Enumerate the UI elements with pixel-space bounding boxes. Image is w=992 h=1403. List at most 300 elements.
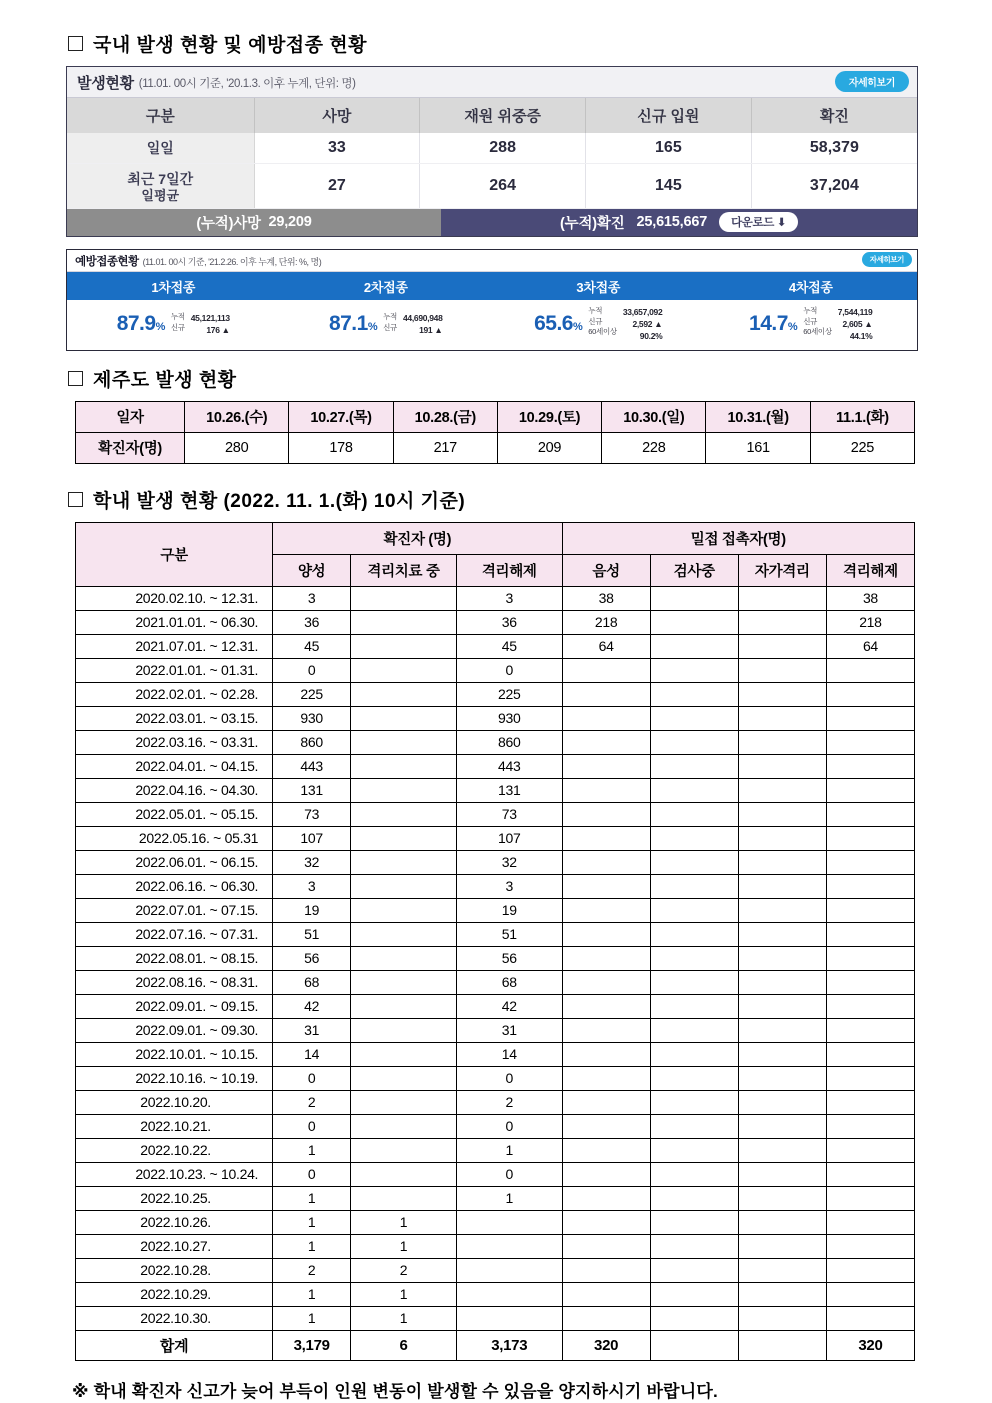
school-row-period: 2022.08.01. ~ 08.15. <box>76 946 273 970</box>
jeju-cases-1: 178 <box>289 432 393 463</box>
vaccination-dose-1-values <box>191 312 230 337</box>
school-cell-negative <box>562 1258 650 1282</box>
cumulative-death-value: 29,209 <box>268 214 312 231</box>
table-row <box>76 634 915 658</box>
school-cell-released-confirmed: 225 <box>456 682 562 706</box>
school-cell-positive: 860 <box>273 730 351 754</box>
school-cell-released-confirmed: 0 <box>456 658 562 682</box>
table-row <box>76 706 915 730</box>
school-cell-self-quarantine <box>738 1090 826 1114</box>
school-cell-negative <box>562 1162 650 1186</box>
school-cell-in-treatment <box>351 778 457 802</box>
school-row-period: 2022.07.16. ~ 07.31. <box>76 922 273 946</box>
school-cell-self-quarantine <box>738 874 826 898</box>
outbreak-table-header-row <box>67 98 917 133</box>
table-row <box>76 1210 915 1234</box>
outbreak-weekly-deaths: 27 <box>254 164 420 209</box>
school-cell-positive: 1 <box>273 1138 351 1162</box>
section-heading-domestic-label: 국내 발생 현황 및 예방접종 현황 <box>93 35 367 56</box>
outbreak-detail-button[interactable]: 자세히보기 <box>835 71 909 92</box>
jeju-row-label-cases: 확진자(명) <box>76 432 185 463</box>
school-cell-released-contact <box>826 1018 914 1042</box>
school-cell-testing <box>650 778 738 802</box>
school-cell-released-contact <box>826 850 914 874</box>
vaccination-dose-2-new-value: 191 ▲ <box>419 325 443 336</box>
school-cell-released-contact <box>826 802 914 826</box>
outbreak-col-new-admissions: 신규 입원 <box>586 98 752 133</box>
vaccination-dose-1-percent <box>117 312 165 336</box>
jeju-date-6: 11.1.(화) <box>810 401 914 432</box>
table-row <box>76 970 915 994</box>
section-heading-jeju <box>68 365 932 392</box>
school-cell-positive: 73 <box>273 802 351 826</box>
school-cell-released-contact <box>826 1138 914 1162</box>
school-cell-testing <box>650 682 738 706</box>
table-row <box>76 658 915 682</box>
school-cell-released-contact <box>826 1282 914 1306</box>
vaccination-dose-1-header: 1차접종 <box>151 279 196 295</box>
table-row <box>67 133 917 164</box>
table-row <box>76 802 915 826</box>
school-cell-released-confirmed: 32 <box>456 850 562 874</box>
school-cases-table <box>75 522 915 1361</box>
jeju-date-3: 10.29.(토) <box>497 401 601 432</box>
vaccination-subtitle: (11.01. 00시 기준, '21.2.26. 이후 누계, 단위: %, 명) <box>142 256 322 267</box>
school-cell-negative <box>562 826 650 850</box>
school-cell-negative <box>562 898 650 922</box>
school-cell-released-confirmed: 0 <box>456 1162 562 1186</box>
school-cell-released-contact: 64 <box>826 634 914 658</box>
outbreak-row-label-weekly-avg-line1: 최근 7일간 <box>127 171 194 187</box>
school-cell-released-contact <box>826 682 914 706</box>
school-cell-released-confirmed: 42 <box>456 994 562 1018</box>
school-cell-self-quarantine <box>738 1114 826 1138</box>
school-cell-negative <box>562 1066 650 1090</box>
school-cell-positive: 107 <box>273 826 351 850</box>
table-row <box>76 922 915 946</box>
school-cell-released-confirmed: 14 <box>456 1042 562 1066</box>
school-cell-testing <box>650 1138 738 1162</box>
vaccination-dose-4-cumulative-value: 7,544,119 <box>837 306 873 317</box>
school-row-period: 2022.06.16. ~ 06.30. <box>76 874 273 898</box>
outbreak-title: 발생현황 <box>77 75 134 92</box>
school-cell-in-treatment: 1 <box>351 1282 457 1306</box>
school-cell-negative <box>562 1282 650 1306</box>
school-cell-released-contact <box>826 730 914 754</box>
vaccination-dose-4-values <box>838 306 873 343</box>
table-row <box>76 1258 915 1282</box>
school-cell-in-treatment <box>351 682 457 706</box>
school-group-confirmed: 확진자 (명) <box>273 522 562 554</box>
school-cell-self-quarantine <box>738 706 826 730</box>
school-cell-in-treatment: 1 <box>351 1234 457 1258</box>
vaccination-dose-2-percent-unit: % <box>367 321 378 334</box>
school-cell-in-treatment <box>351 706 457 730</box>
school-row-period: 2022.02.01. ~ 02.28. <box>76 682 273 706</box>
vaccination-dose-1-new-label: 신규 <box>170 322 185 332</box>
table-row <box>67 164 917 209</box>
school-row-period: 2022.10.01. ~ 10.15. <box>76 1042 273 1066</box>
vaccination-dose-3-new-value: 2,592 ▲ <box>632 318 663 329</box>
outbreak-daily-confirmed: 58,379 <box>751 133 917 164</box>
school-cell-positive: 225 <box>273 682 351 706</box>
vaccination-dose-3-labels <box>588 306 617 343</box>
school-cell-testing <box>650 754 738 778</box>
cumulative-death-panel <box>67 209 441 236</box>
school-cell-testing <box>650 1282 738 1306</box>
school-cell-self-quarantine <box>738 1282 826 1306</box>
table-row <box>76 1306 915 1330</box>
vaccination-title: 예방접종현황 <box>75 255 139 268</box>
school-cell-negative <box>562 1138 650 1162</box>
school-cell-negative <box>562 706 650 730</box>
school-cell-self-quarantine <box>738 754 826 778</box>
school-cell-negative <box>562 802 650 826</box>
school-header-row-top <box>76 522 915 554</box>
table-row <box>76 778 915 802</box>
section-heading-jeju-label: 제주도 발생 현황 <box>93 369 237 391</box>
school-cell-released-contact <box>826 826 914 850</box>
school-row-period: 2022.09.01. ~ 09.30. <box>76 1018 273 1042</box>
school-cell-self-quarantine <box>738 1210 826 1234</box>
vaccination-status-card <box>66 249 918 351</box>
school-cell-self-quarantine <box>738 922 826 946</box>
school-cell-released-contact <box>826 1306 914 1330</box>
school-cell-negative: 38 <box>562 586 650 610</box>
school-cell-self-quarantine <box>738 1018 826 1042</box>
school-cell-in-treatment <box>351 1066 457 1090</box>
school-cell-positive: 51 <box>273 922 351 946</box>
school-cell-released-contact <box>826 754 914 778</box>
school-cell-testing <box>650 1258 738 1282</box>
school-cell-positive: 56 <box>273 946 351 970</box>
school-table-body <box>76 586 915 1330</box>
school-cell-testing <box>650 970 738 994</box>
school-cell-positive: 14 <box>273 1042 351 1066</box>
table-row <box>76 946 915 970</box>
school-cell-in-treatment <box>351 1162 457 1186</box>
school-cell-self-quarantine <box>738 802 826 826</box>
jeju-date-1: 10.27.(목) <box>289 401 393 432</box>
school-cell-self-quarantine <box>738 898 826 922</box>
table-row <box>76 1090 915 1114</box>
school-cell-self-quarantine <box>738 994 826 1018</box>
vaccination-dose-2-percent-value: 87.1 <box>328 312 368 336</box>
jeju-cases-2: 217 <box>393 432 497 463</box>
vaccination-dose-4-cumulative-label: 누적 <box>803 305 818 315</box>
table-row <box>76 610 915 634</box>
school-cell-in-treatment <box>351 730 457 754</box>
vaccination-dose-2-new-label: 신규 <box>383 322 397 332</box>
school-cell-negative <box>562 1210 650 1234</box>
school-cell-self-quarantine <box>738 634 826 658</box>
cumulative-confirmed-panel <box>441 209 917 236</box>
table-row <box>76 1234 915 1258</box>
school-row-period: 2022.05.16. ~ 05.31 <box>76 826 273 850</box>
outbreak-row-label-weekly-avg-line2: 일평균 <box>141 188 180 203</box>
school-total-label: 합계 <box>76 1330 273 1360</box>
outbreak-table <box>67 98 917 209</box>
table-row <box>76 682 915 706</box>
school-row-period: 2022.10.21. <box>76 1114 273 1138</box>
school-cell-self-quarantine <box>738 658 826 682</box>
school-row-period: 2021.07.01. ~ 12.31. <box>76 634 273 658</box>
school-cell-self-quarantine <box>738 946 826 970</box>
school-cell-in-treatment <box>351 994 457 1018</box>
school-cell-negative <box>562 994 650 1018</box>
school-cell-in-treatment <box>351 898 457 922</box>
school-cell-positive: 930 <box>273 706 351 730</box>
school-row-period: 2022.07.01. ~ 07.15. <box>76 898 273 922</box>
school-cell-released-contact <box>826 1186 914 1210</box>
download-button[interactable]: 다운로드 ⬇ <box>719 212 798 232</box>
school-cell-released-contact <box>826 1114 914 1138</box>
school-cell-positive: 1 <box>273 1306 351 1330</box>
jeju-date-5: 10.31.(월) <box>706 401 810 432</box>
school-cell-self-quarantine <box>738 1306 826 1330</box>
school-cell-positive: 3 <box>273 586 351 610</box>
school-col-category: 구분 <box>76 522 273 586</box>
vaccination-detail-button[interactable]: 자세히보기 <box>862 252 912 267</box>
school-cell-negative <box>562 922 650 946</box>
jeju-daily-table <box>75 401 915 464</box>
school-cell-released-confirmed: 107 <box>456 826 562 850</box>
school-row-period: 2022.10.22. <box>76 1138 273 1162</box>
school-cell-released-contact <box>826 874 914 898</box>
vaccination-dose-1-percent-value: 87.9 <box>116 312 156 336</box>
school-cell-self-quarantine <box>738 682 826 706</box>
school-cell-negative <box>562 850 650 874</box>
school-cell-testing <box>650 658 738 682</box>
table-row <box>76 1282 915 1306</box>
school-cell-self-quarantine <box>738 1042 826 1066</box>
table-row <box>76 850 915 874</box>
school-row-period: 2021.01.01. ~ 06.30. <box>76 610 273 634</box>
school-total-row <box>76 1330 915 1360</box>
school-cell-positive: 36 <box>273 610 351 634</box>
vaccination-card-header <box>67 250 917 272</box>
school-row-period: 2022.10.20. <box>76 1090 273 1114</box>
outbreak-card-footer <box>67 209 917 236</box>
school-cell-self-quarantine <box>738 610 826 634</box>
vaccination-dose-3-percent <box>534 312 582 336</box>
school-group-contacts: 밀접 접촉자(명) <box>562 522 914 554</box>
school-cell-positive: 0 <box>273 1066 351 1090</box>
school-cell-positive: 2 <box>273 1258 351 1282</box>
school-row-period: 2022.03.16. ~ 03.31. <box>76 730 273 754</box>
school-cell-in-treatment: 1 <box>351 1210 457 1234</box>
school-cell-positive: 2 <box>273 1090 351 1114</box>
school-cell-in-treatment <box>351 1114 457 1138</box>
school-cell-positive: 32 <box>273 850 351 874</box>
school-cell-released-confirmed <box>456 1258 562 1282</box>
vaccination-dose-3-percent-value: 65.6 <box>534 312 573 336</box>
vaccination-dose-2-cumulative-value: 44,690,948 <box>403 312 443 323</box>
vaccination-dose-3-new-label: 신규 <box>588 316 603 326</box>
school-cell-negative <box>562 946 650 970</box>
school-cell-testing <box>650 706 738 730</box>
school-cell-released-contact <box>826 1162 914 1186</box>
table-row <box>76 994 915 1018</box>
school-cell-released-confirmed: 45 <box>456 634 562 658</box>
vaccination-dose-2-labels <box>383 312 397 337</box>
vaccination-dose-3-cumulative-label: 누적 <box>588 305 603 315</box>
school-total-released-contact: 320 <box>826 1330 914 1360</box>
school-cell-in-treatment: 1 <box>351 1306 457 1330</box>
school-cell-released-contact <box>826 1042 914 1066</box>
school-cell-released-confirmed <box>456 1282 562 1306</box>
outbreak-card-header <box>67 67 917 98</box>
school-cell-in-treatment: 2 <box>351 1258 457 1282</box>
vaccination-dose-1-percent-unit: % <box>155 321 165 334</box>
vaccination-header-row <box>67 272 917 300</box>
vaccination-dose-1-labels <box>171 312 185 337</box>
school-cell-released-confirmed: 1 <box>456 1186 562 1210</box>
jeju-cases-3: 209 <box>497 432 601 463</box>
school-cell-released-contact <box>826 970 914 994</box>
vaccination-dose-3-values <box>623 306 663 343</box>
school-cell-negative <box>562 1234 650 1258</box>
checkbox-bullet-icon <box>68 371 83 386</box>
school-cell-in-treatment <box>351 1042 457 1066</box>
school-row-period: 2022.08.16. ~ 08.31. <box>76 970 273 994</box>
school-cell-testing <box>650 946 738 970</box>
school-cell-released-contact <box>826 1234 914 1258</box>
school-cell-testing <box>650 802 738 826</box>
school-cell-negative: 218 <box>562 610 650 634</box>
school-cell-released-contact <box>826 1090 914 1114</box>
outbreak-weekly-confirmed: 37,204 <box>751 164 917 209</box>
outbreak-col-deaths: 사망 <box>254 98 420 133</box>
school-cell-testing <box>650 634 738 658</box>
school-cell-released-confirmed: 68 <box>456 970 562 994</box>
section-heading-domestic <box>68 30 932 57</box>
jeju-cases-4: 228 <box>602 432 706 463</box>
school-cell-in-treatment <box>351 802 457 826</box>
vaccination-dose-3-cell <box>492 300 705 350</box>
school-cell-released-contact <box>826 946 914 970</box>
school-total-positive: 3,179 <box>273 1330 351 1360</box>
table-row <box>76 730 915 754</box>
school-cell-self-quarantine <box>738 586 826 610</box>
school-cell-released-confirmed: 860 <box>456 730 562 754</box>
school-col-negative: 음성 <box>562 554 650 586</box>
school-col-released-confirmed: 격리해제 <box>456 554 562 586</box>
school-cell-testing <box>650 586 738 610</box>
school-cell-testing <box>650 850 738 874</box>
school-cell-released-contact: 218 <box>826 610 914 634</box>
school-cell-released-contact <box>826 778 914 802</box>
school-cell-negative <box>562 730 650 754</box>
school-col-testing: 검사중 <box>650 554 738 586</box>
school-cell-in-treatment <box>351 586 457 610</box>
vaccination-dose-3-percent-unit: % <box>572 321 583 334</box>
school-cell-released-contact <box>826 1066 914 1090</box>
school-cell-negative <box>562 970 650 994</box>
school-row-period: 2022.10.16. ~ 10.19. <box>76 1066 273 1090</box>
jeju-cases-0: 280 <box>185 432 289 463</box>
school-cell-positive: 1 <box>273 1282 351 1306</box>
outbreak-status-card <box>66 66 918 237</box>
school-cell-in-treatment <box>351 1090 457 1114</box>
table-row <box>76 874 915 898</box>
school-cell-testing <box>650 994 738 1018</box>
school-cell-negative <box>562 1042 650 1066</box>
school-cell-released-confirmed: 0 <box>456 1114 562 1138</box>
school-row-period: 2022.10.25. <box>76 1186 273 1210</box>
jeju-date-4: 10.30.(일) <box>602 401 706 432</box>
school-row-period: 2020.02.10. ~ 12.31. <box>76 586 273 610</box>
school-cell-in-treatment <box>351 922 457 946</box>
school-cell-testing <box>650 1186 738 1210</box>
vaccination-dose-4-header: 4차접종 <box>788 279 833 295</box>
school-cell-released-confirmed: 56 <box>456 946 562 970</box>
vaccination-dose-4-percent-unit: % <box>787 321 798 334</box>
school-cell-self-quarantine <box>738 778 826 802</box>
school-row-period: 2022.10.29. <box>76 1282 273 1306</box>
vaccination-dose-1-cumulative-label: 누적 <box>170 311 185 321</box>
school-cell-positive: 1 <box>273 1234 351 1258</box>
vaccination-dose-3-detail <box>588 306 662 343</box>
school-cell-in-treatment <box>351 1018 457 1042</box>
school-cell-testing <box>650 1066 738 1090</box>
school-cell-in-treatment <box>351 850 457 874</box>
vaccination-dose-3-header: 3차접종 <box>576 279 621 295</box>
vaccination-data-row <box>67 300 917 350</box>
jeju-cases-6: 225 <box>810 432 914 463</box>
school-cell-self-quarantine <box>738 730 826 754</box>
school-cell-released-confirmed: 0 <box>456 1066 562 1090</box>
school-cell-self-quarantine <box>738 1138 826 1162</box>
school-cell-released-confirmed: 3 <box>456 874 562 898</box>
school-row-period: 2022.05.01. ~ 05.15. <box>76 802 273 826</box>
school-cell-testing <box>650 1306 738 1330</box>
checkbox-bullet-icon <box>68 36 83 51</box>
school-table-footer <box>76 1330 915 1360</box>
school-cell-self-quarantine <box>738 970 826 994</box>
school-row-period: 2022.06.01. ~ 06.15. <box>76 850 273 874</box>
section-heading-school <box>68 486 932 513</box>
school-row-period: 2022.01.01. ~ 01.31. <box>76 658 273 682</box>
school-cell-released-contact <box>826 706 914 730</box>
school-cell-negative <box>562 778 650 802</box>
school-cell-testing <box>650 1162 738 1186</box>
school-cell-positive: 0 <box>273 1114 351 1138</box>
school-cell-in-treatment <box>351 754 457 778</box>
school-cell-testing <box>650 826 738 850</box>
vaccination-dose-1-cumulative-value: 45,121,113 <box>190 312 230 323</box>
school-row-period: 2022.03.01. ~ 03.15. <box>76 706 273 730</box>
table-row <box>76 1162 915 1186</box>
table-row <box>76 586 915 610</box>
outbreak-daily-deaths: 33 <box>254 133 420 164</box>
school-cell-negative: 64 <box>562 634 650 658</box>
school-cell-self-quarantine <box>738 1234 826 1258</box>
table-row <box>76 754 915 778</box>
school-row-period: 2022.10.28. <box>76 1258 273 1282</box>
cumulative-confirmed-label: (누적)확진 <box>560 215 625 232</box>
outbreak-col-critical: 재원 위중증 <box>420 98 586 133</box>
school-cell-testing <box>650 1234 738 1258</box>
school-cell-released-confirmed <box>456 1234 562 1258</box>
school-cell-testing <box>650 1042 738 1066</box>
school-cell-testing <box>650 610 738 634</box>
school-cell-negative <box>562 658 650 682</box>
school-total-testing <box>650 1330 738 1360</box>
school-cell-released-confirmed: 1 <box>456 1138 562 1162</box>
school-row-period: 2022.10.30. <box>76 1306 273 1330</box>
jeju-date-0: 10.26.(수) <box>185 401 289 432</box>
